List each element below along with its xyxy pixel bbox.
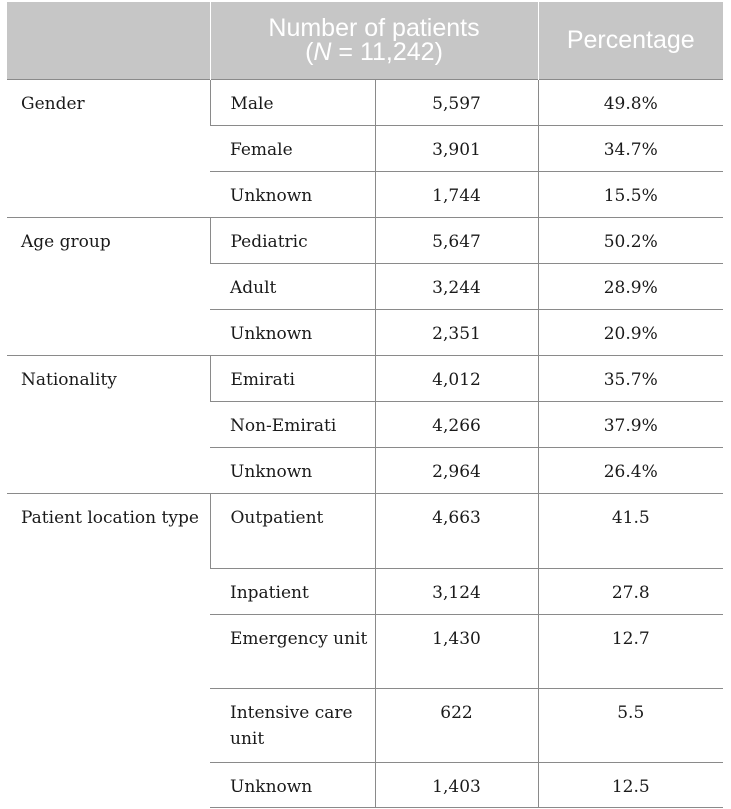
percentage-cell: 35.7% bbox=[538, 355, 723, 401]
level-cell: Unknown bbox=[210, 171, 375, 217]
number-cell: 2,351 bbox=[375, 309, 538, 355]
category-cell: Age group bbox=[7, 217, 210, 355]
percentage-cell: 5.5 bbox=[538, 688, 723, 762]
number-cell: 4,663 bbox=[375, 493, 538, 568]
level-cell: Unknown bbox=[210, 762, 375, 807]
table-row bbox=[7, 217, 723, 263]
category-cell: Nationality bbox=[7, 355, 210, 493]
percentage-cell: 41.5 bbox=[538, 493, 723, 568]
number-cell: 3,244 bbox=[375, 263, 538, 309]
percentage-cell: 27.8 bbox=[538, 568, 723, 614]
percentage-cell: 49.8% bbox=[538, 79, 723, 125]
number-cell: 1,430 bbox=[375, 614, 538, 688]
category-cell: Patient location type bbox=[7, 493, 210, 807]
percentage-cell: 37.9% bbox=[538, 401, 723, 447]
header-row bbox=[7, 2, 723, 79]
percentage-cell: 34.7% bbox=[538, 125, 723, 171]
level-cell: Female bbox=[210, 125, 375, 171]
number-cell: 2,964 bbox=[375, 447, 538, 493]
level-cell: Outpatient bbox=[210, 493, 375, 568]
level-cell: Inpatient bbox=[210, 568, 375, 614]
percentage-cell: 15.5% bbox=[538, 171, 723, 217]
level-cell: Unknown bbox=[210, 309, 375, 355]
category-cell: Gender bbox=[7, 79, 210, 217]
level-cell: Unknown bbox=[210, 447, 375, 493]
percentage-cell: 20.9% bbox=[538, 309, 723, 355]
level-cell: Emergency unit bbox=[210, 614, 375, 688]
number-cell: 1,744 bbox=[375, 171, 538, 217]
level-cell: Non-Emirati bbox=[210, 401, 375, 447]
header-number-line1: Number of patients bbox=[268, 14, 480, 43]
percentage-cell: 12.5 bbox=[538, 762, 723, 807]
header-number-of-patients bbox=[210, 2, 538, 79]
number-cell: 5,647 bbox=[375, 217, 538, 263]
patient-characteristics-table bbox=[7, 2, 723, 808]
header-blank-cell bbox=[7, 2, 210, 79]
header-number-open: ( bbox=[305, 38, 314, 67]
table-row bbox=[7, 79, 723, 125]
number-cell: 622 bbox=[375, 688, 538, 762]
percentage-cell: 12.7 bbox=[538, 614, 723, 688]
header-number-rest: = 11,242) bbox=[331, 38, 443, 67]
number-cell: 3,124 bbox=[375, 568, 538, 614]
number-cell: 4,266 bbox=[375, 401, 538, 447]
table-row bbox=[7, 493, 723, 568]
number-cell: 1,403 bbox=[375, 762, 538, 807]
table-row bbox=[7, 355, 723, 401]
level-cell: Intensive care unit bbox=[210, 688, 375, 762]
percentage-cell: 28.9% bbox=[538, 263, 723, 309]
number-cell: 5,597 bbox=[375, 79, 538, 125]
level-cell: Adult bbox=[210, 263, 375, 309]
percentage-cell: 50.2% bbox=[538, 217, 723, 263]
level-cell: Emirati bbox=[210, 355, 375, 401]
header-number-n: N bbox=[313, 38, 332, 67]
level-cell: Male bbox=[210, 79, 375, 125]
number-cell: 3,901 bbox=[375, 125, 538, 171]
number-cell: 4,012 bbox=[375, 355, 538, 401]
level-cell: Pediatric bbox=[210, 217, 375, 263]
header-percentage: Percentage bbox=[538, 2, 723, 79]
percentage-cell: 26.4% bbox=[538, 447, 723, 493]
